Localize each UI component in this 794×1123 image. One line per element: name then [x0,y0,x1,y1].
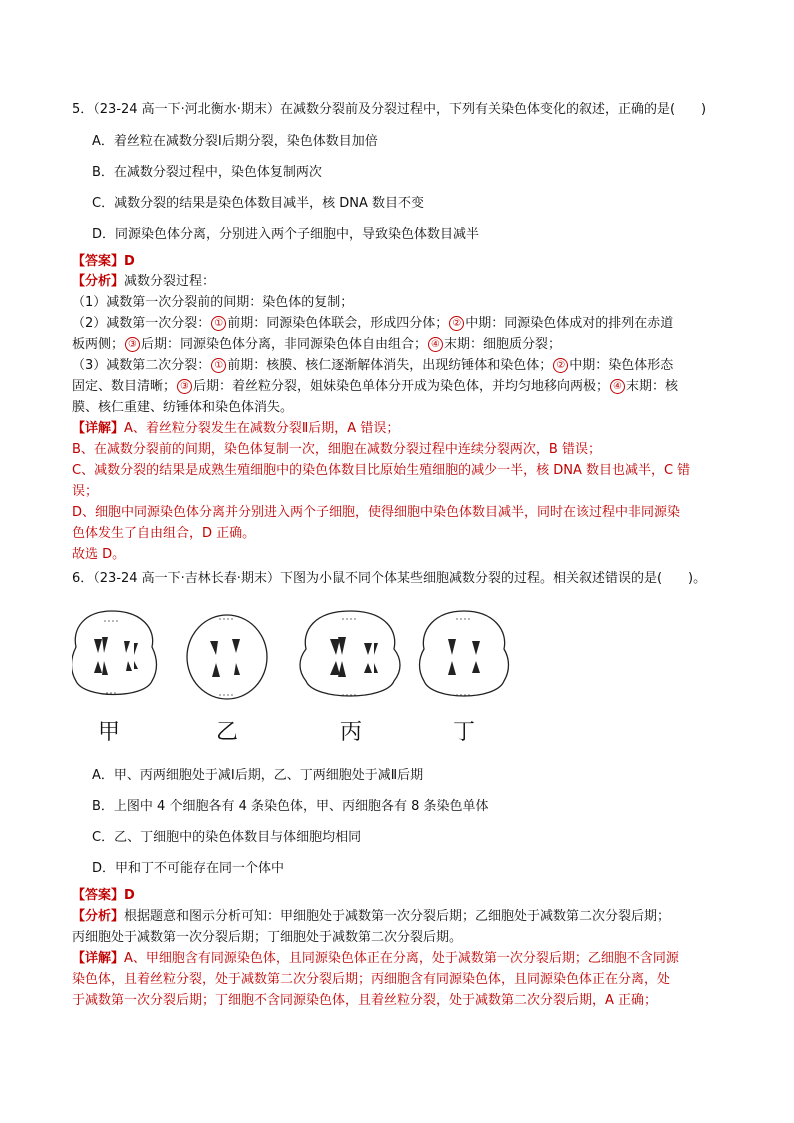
q6-option-c: C．乙、丁细胞中的染色体数目与体细胞均相同 [92,830,362,845]
analysis-tag: 【分析】 [72,274,125,289]
cell-label-bing: 丙 [340,720,363,745]
meiosis-cells-figure [72,605,532,750]
q6-option-b: B．上图中 4 个细胞各有 4 条染色体，甲、丙细胞各有 8 条染色单体 [92,799,489,814]
answer-value: D [124,254,135,269]
q5-option-b: B．在减数分裂过程中，染色体复制两次 [92,165,322,180]
analysis-tag: 【分析】 [72,909,125,924]
analysis-text: 后期：同源染色体分离，非同源染色体自由组合； [141,337,428,352]
analysis-text: 后期：着丝粒分裂，姐妹染色单体分开成为染色体，并均匀地移向两极； [193,379,610,394]
q5-option-c: C．减数分裂的结果是染色体数目减半，核 DNA 数目不变 [92,196,424,211]
detail-text: A、甲细胞含有同源染色体，且同源染色体正在分离，处于减数第一次分裂后期；乙细胞不含同源 [124,951,679,966]
q5-detail-3: 误； [72,484,99,499]
q6-detail-1: 染色体，且着丝粒分裂，处于减数第二次分裂后期；丙细胞含有同源染色体，且同源染色体正在分离，处 [72,972,671,987]
cell-ding-outline [420,611,509,696]
q6-option-a: A．甲、丙两细胞处于减Ⅰ后期，乙、丁两细胞处于减Ⅱ后期 [92,768,424,783]
q5-analysis-title [72,272,732,292]
cell-label-jia: 甲 [98,720,121,745]
q6-option-d: D．甲和丁不可能存在同一个体中 [92,861,285,876]
cell-yi-outline [187,615,267,699]
q5-analysis-2b [72,335,732,355]
analysis-text: 板两侧； [72,337,125,352]
circled-number: ③ [177,379,192,394]
analysis-text: 根据题意和图示分析可知：甲细胞处于减数第一次分裂后期；乙细胞处于减数第二次分裂后期； [124,909,671,924]
q5-stem: 5．（23-24 高一下·河北衡水·期末）在减数分裂前及分裂过程中，下列有关染色体变化的叙述，正确的是( ) [72,102,707,117]
circled-number: ④ [428,337,443,352]
analysis-text: 中期：同源染色体成对的排列在赤道 [465,316,674,331]
q6-analysis-1: 丙细胞处于减数第一次分裂后期；丁细胞处于减数第二次分裂后期。 [72,930,463,945]
detail-tag: 【详解】 [72,951,125,966]
circled-number: ④ [610,379,625,394]
q5-detail-0 [72,419,732,439]
q5-detail-4: D、细胞中同源染色体分离并分别进入两个子细胞，使得细胞中染色体数目减半，同时在该过程中非同源染 [72,505,681,520]
q6-detail-0 [72,949,732,969]
detail-tag: 【详解】 [72,421,125,436]
answer-tag: 【答案】 [72,254,125,269]
analysis-text: 中期：染色体形态 [569,358,674,373]
q5-detail-5: 色体发生了自由组合，D 正确。 [72,526,256,541]
cell-jia-outline [72,611,157,695]
q5-analysis-3b [72,377,732,397]
cell-bing-outline [300,611,400,696]
q5-option-a: A．着丝粒在减数分裂Ⅰ后期分裂，染色体数目加倍 [92,134,378,149]
circled-number: ① [211,358,226,373]
answer-tag: 【答案】 [72,888,125,903]
q5-detail-2: C、减数分裂的结果是成熟生殖细胞中的染色体数目比原始生殖细胞的减少一半，核 DNA 数目也减半，C 错 [72,463,691,478]
answer-value: D [124,888,135,903]
circled-number: ③ [125,337,140,352]
analysis-text: 减数分裂过程： [124,274,216,289]
cell-label-ding: 丁 [453,720,476,745]
circled-number: ② [449,316,464,331]
circled-number: ① [211,316,226,331]
analysis-text: 固定、数目清晰； [72,379,177,394]
analysis-text: （3）减数第二次分裂： [72,358,211,373]
analysis-text: 末期：核 [626,379,679,394]
q5-answer [72,252,732,272]
q6-detail-2: 于减数第一次分裂后期；丁细胞不含同源染色体，且着丝粒分裂，处于减数第二次分裂后期，A 正确； [72,993,658,1008]
cell-label-yi: 乙 [216,720,239,745]
q6-stem: 6．（23-24 高一下·吉林长春·期末）下图为小鼠不同个体某些细胞减数分裂的过程。相关叙述错误的是( )。 [72,571,707,586]
circled-number: ② [553,358,568,373]
q5-option-d: D．同源染色体分离，分别进入两个子细胞中，导致染色体数目减半 [92,227,480,242]
q6-analysis-0 [72,907,732,927]
cells-drawing [72,605,532,705]
q5-detail-1: B、在减数分裂前的间期，染色体复制一次，细胞在减数分裂过程中连续分裂两次，B 错误； [72,442,601,457]
q6-answer [72,886,732,906]
q5-analysis-2a [72,314,732,334]
q5-analysis-3a [72,356,732,376]
analysis-text: 末期：细胞质分裂； [444,337,562,352]
q5-analysis-1: （1）减数第一次分裂前的间期：染色体的复制； [72,295,354,310]
q5-detail-6: 故选 D。 [72,547,126,562]
analysis-text: （2）减数第一次分裂： [72,316,211,331]
analysis-text: 前期：核膜、核仁逐渐解体消失，出现纺锤体和染色体； [227,358,553,373]
analysis-text: 前期：同源染色体联会，形成四分体； [227,316,449,331]
detail-text: A、着丝粒分裂发生在减数分裂Ⅱ后期，A 错误； [124,421,400,436]
q5-analysis-3c: 膜、核仁重建、纺锤体和染色体消失。 [72,400,294,415]
